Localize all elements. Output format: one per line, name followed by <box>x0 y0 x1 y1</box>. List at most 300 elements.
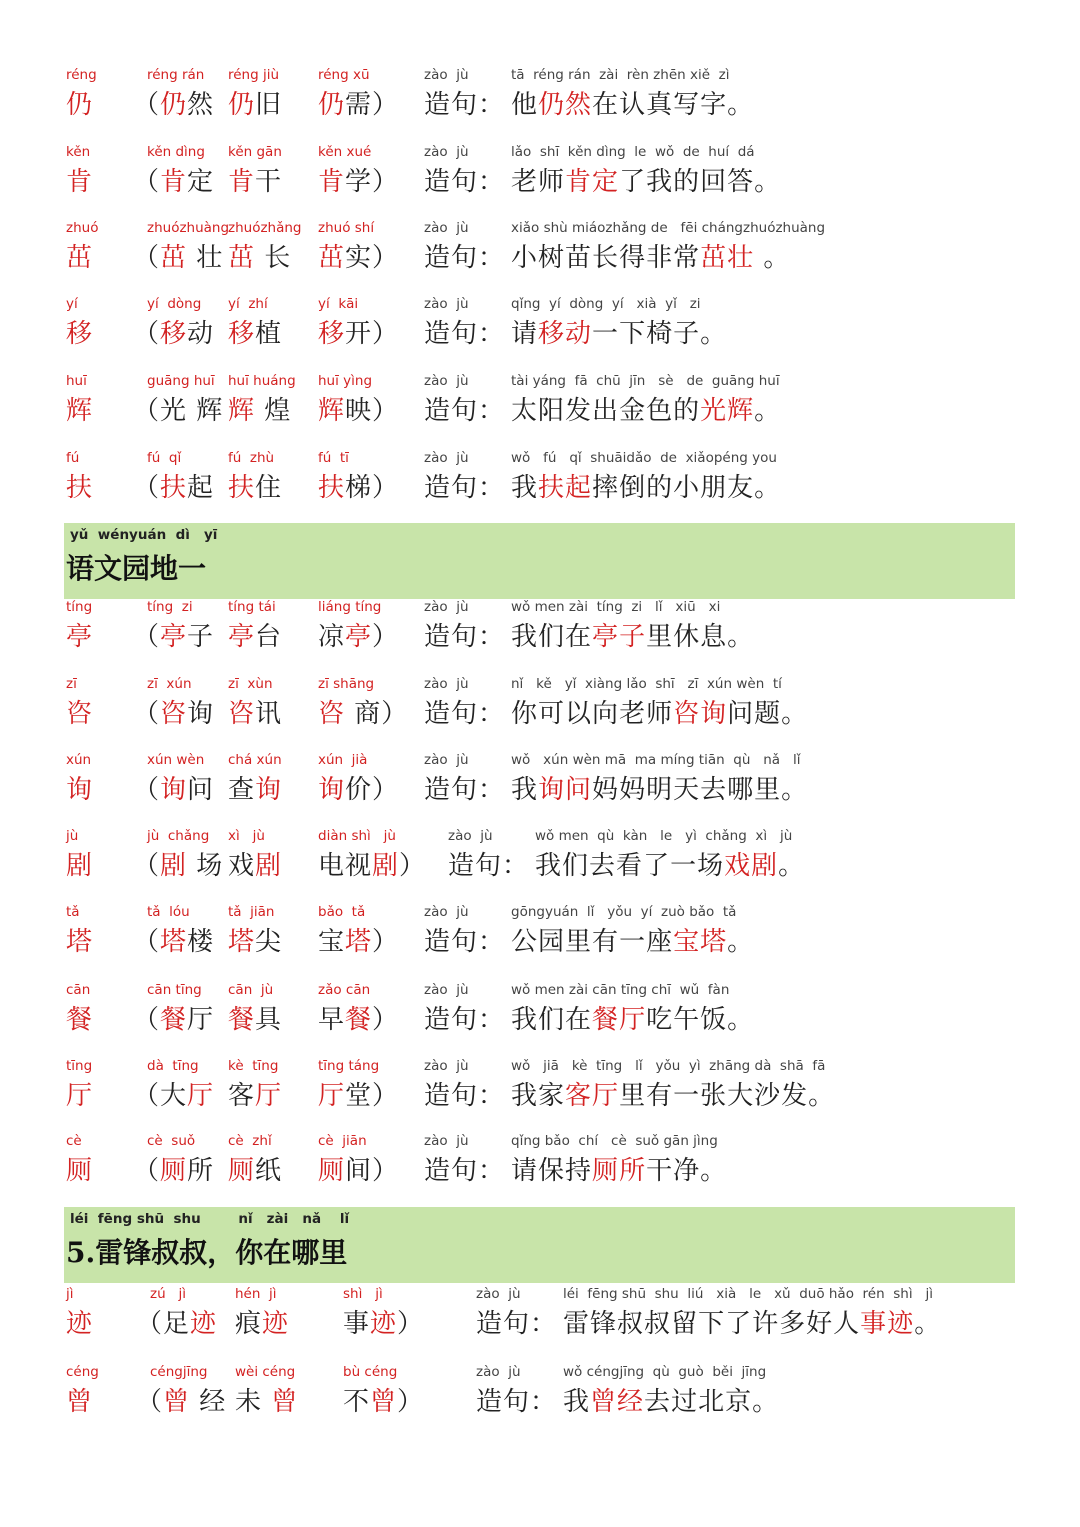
pinyin-text: zī xún <box>147 676 192 692</box>
pinyin-text: shì jì <box>343 1286 383 1302</box>
pinyin-text: zhuó <box>66 220 99 236</box>
section-pinyin: léi fēng shū shu nǐ zài nǎ lǐ <box>70 1211 350 1227</box>
pinyin-text: cè suǒ <box>147 1133 196 1149</box>
word-1 <box>133 218 229 278</box>
pinyin-text: tíng tái <box>228 599 276 615</box>
example-sentence <box>511 902 754 962</box>
hanzi-text: 未 曾 <box>235 1387 299 1417</box>
zaoju-label <box>476 1362 557 1422</box>
target-char <box>66 597 93 657</box>
hanzi-text: （咨询 <box>133 699 215 729</box>
hanzi-text: （扶起 <box>133 473 215 503</box>
pinyin-text: réng jiù <box>228 67 280 83</box>
word-3 <box>318 902 399 962</box>
zaoju-label <box>424 902 505 962</box>
section-title: 语文园地一 <box>66 552 207 585</box>
zaoju-label <box>424 448 505 508</box>
example-sentence <box>511 750 808 810</box>
word-3 <box>318 1131 399 1191</box>
word-2 <box>228 980 282 1040</box>
pinyin-text: kè tīng <box>228 1058 279 1074</box>
zaoju-label <box>424 674 505 734</box>
word-3 <box>318 597 399 657</box>
word-1 <box>133 902 214 962</box>
word-2 <box>228 826 282 886</box>
vocab-row <box>0 750 1080 810</box>
example-sentence <box>511 980 754 1040</box>
example-sentence <box>563 1284 941 1344</box>
hanzi-text: 扶住 <box>228 473 283 503</box>
pinyin-text: zào jù <box>424 220 469 236</box>
target-char <box>66 980 93 1040</box>
target-char <box>66 902 93 962</box>
pinyin-text: qǐng bǎo chí cè suǒ gān jìng <box>511 1133 718 1149</box>
word-2 <box>228 674 282 734</box>
pinyin-text: wǒ men zài cān tīng chī wǔ fàn <box>511 982 730 998</box>
pinyin-text: yí zhí <box>228 296 268 312</box>
pinyin-text: wǒ jiā kè tīng lǐ yǒu yì zhāng dà shā fā <box>511 1058 826 1074</box>
hanzi-text: 询 <box>66 775 94 805</box>
hanzi-text: 咨 <box>66 699 94 729</box>
pinyin-text: tā réng rán zài rèn zhēn xiě zì <box>511 67 730 83</box>
hanzi-text: 剧 <box>66 851 94 881</box>
hanzi-text: 造句： <box>424 775 506 805</box>
pinyin-text: fú <box>66 450 80 466</box>
example-sentence <box>511 448 781 508</box>
zaoju-label <box>424 1056 505 1116</box>
target-char <box>66 1284 93 1344</box>
pinyin-text: tīng <box>66 1058 93 1074</box>
hanzi-text: 他仍然在认真写字。 <box>511 90 755 120</box>
hanzi-text: （餐厅 <box>133 1005 215 1035</box>
hanzi-text: 事迹） <box>343 1309 425 1339</box>
hanzi-text: 辉映） <box>318 396 400 426</box>
pinyin-text: cān jù <box>228 982 274 998</box>
hanzi-text: 仍旧 <box>228 90 283 120</box>
pinyin-text: zào jù <box>424 676 469 692</box>
pinyin-text: zào jù <box>424 67 469 83</box>
hanzi-text: 肯学） <box>318 167 400 197</box>
hanzi-text: 仍需） <box>318 90 400 120</box>
vocab-row <box>0 371 1080 431</box>
word-2 <box>228 902 282 962</box>
example-sentence <box>511 142 781 202</box>
pinyin-text: chá xún <box>228 752 282 768</box>
vocab-row <box>0 448 1080 508</box>
hanzi-text: 咨讯 <box>228 699 283 729</box>
pinyin-text: jì <box>66 1286 74 1302</box>
hanzi-text: 移 <box>66 319 94 349</box>
word-1 <box>133 674 214 734</box>
pinyin-text: réng xū <box>318 67 370 83</box>
vocab-row <box>0 597 1080 657</box>
pinyin-text: kěn dìng <box>147 144 205 160</box>
vocab-row <box>0 674 1080 734</box>
pinyin-text: léi fēng shū shu liú xià le xǔ duō hǎo rén shì jì <box>563 1286 933 1302</box>
hanzi-text: 造句： <box>424 243 506 273</box>
word-1 <box>133 371 223 431</box>
word-1 <box>136 1284 217 1344</box>
hanzi-text: 公园里有一座宝塔。 <box>511 927 755 957</box>
pinyin-text: xún <box>66 752 92 768</box>
example-sentence <box>511 1056 835 1116</box>
hanzi-text: 造句： <box>424 927 506 957</box>
hanzi-text: 我扶起摔倒的小朋友。 <box>511 473 782 503</box>
hanzi-text: 亭 <box>66 622 94 652</box>
word-2 <box>228 448 282 508</box>
word-1 <box>133 750 214 810</box>
pinyin-text: xì jù <box>228 828 265 844</box>
pinyin-text: tài yáng fā chū jīn sè de guāng huī <box>511 373 780 389</box>
word-2 <box>228 371 296 431</box>
vocab-row <box>0 294 1080 354</box>
hanzi-text: 造句： <box>424 699 506 729</box>
hanzi-text: 辉 煌 <box>228 396 292 426</box>
hanzi-text: 我们在餐厅吃午饭。 <box>511 1005 755 1035</box>
hanzi-text: 造句： <box>476 1387 558 1417</box>
pinyin-text: cè <box>66 1133 82 1149</box>
hanzi-text: 造句： <box>424 396 506 426</box>
zaoju-label <box>424 65 505 125</box>
hanzi-text: 我询问妈妈明天去哪里。 <box>511 775 809 805</box>
pinyin-text: yí <box>66 296 78 312</box>
hanzi-text: 早餐） <box>318 1005 400 1035</box>
hanzi-text: （剧 场 <box>133 851 224 881</box>
pinyin-text: bǎo tǎ <box>318 904 366 920</box>
hanzi-text: 询价） <box>318 775 400 805</box>
hanzi-text: 我家客厅里有一张大沙发。 <box>511 1081 836 1111</box>
pinyin-text: dà tīng <box>147 1058 199 1074</box>
zaoju-label <box>424 980 505 1040</box>
word-1 <box>136 1362 226 1422</box>
word-1 <box>133 448 214 508</box>
pinyin-text: fú qǐ <box>147 450 182 466</box>
vocab-row <box>0 1284 1080 1344</box>
pinyin-text: zào jù <box>424 450 469 466</box>
hanzi-text: 曾 <box>66 1387 94 1417</box>
pinyin-text: xún wèn <box>147 752 205 768</box>
pinyin-text: céng <box>66 1364 99 1380</box>
hanzi-text: 仍 <box>66 90 94 120</box>
pinyin-text: jù <box>66 828 79 844</box>
pinyin-text: liáng tíng <box>318 599 382 615</box>
word-1 <box>133 142 214 202</box>
hanzi-text: 造句： <box>424 622 506 652</box>
word-1 <box>133 65 214 125</box>
hanzi-text: 塔尖 <box>228 927 283 957</box>
vocab-row <box>0 65 1080 125</box>
hanzi-text: （光 辉 <box>133 396 224 426</box>
word-2 <box>228 218 302 278</box>
pinyin-text: yí dòng <box>147 296 202 312</box>
vocab-row <box>0 980 1080 1040</box>
word-3 <box>318 1056 399 1116</box>
word-3 <box>343 1362 424 1422</box>
pinyin-text: kěn <box>66 144 91 160</box>
target-char <box>66 1362 99 1422</box>
hanzi-text: （亭子 <box>133 622 215 652</box>
vocab-row <box>0 142 1080 202</box>
hanzi-text: 茁 <box>66 243 94 273</box>
zaoju-label <box>424 218 505 278</box>
hanzi-text: 凉亭） <box>318 622 400 652</box>
hanzi-text: （仍然 <box>133 90 215 120</box>
pinyin-text: kěn gān <box>228 144 282 160</box>
pinyin-text: cè jiān <box>318 1133 367 1149</box>
pinyin-text: diàn shì jù <box>318 828 396 844</box>
hanzi-text: 我曾经去过北京。 <box>563 1387 780 1417</box>
word-1 <box>133 980 214 1040</box>
pinyin-text: zǎo cān <box>318 982 371 998</box>
word-3 <box>318 674 408 734</box>
zaoju-label <box>424 750 505 810</box>
pinyin-text: gōngyuán lǐ yǒu yí zuò bǎo tǎ <box>511 904 737 920</box>
target-char <box>66 218 98 278</box>
pinyin-text: wǒ xún wèn mā ma míng tiān qù nǎ lǐ <box>511 752 801 768</box>
pinyin-text: zào jù <box>424 599 469 615</box>
pinyin-text: fú zhù <box>228 450 275 466</box>
pinyin-text: tǎ lóu <box>147 904 190 920</box>
pinyin-text: lǎo shī kěn dìng le wǒ de huí dá <box>511 144 755 160</box>
vocab-row <box>0 1056 1080 1116</box>
hanzi-text: 餐 <box>66 1005 94 1035</box>
hanzi-text: 厅 <box>66 1081 94 1111</box>
hanzi-text: （肯定 <box>133 167 215 197</box>
word-3 <box>318 142 399 202</box>
pinyin-text: tǎ jiān <box>228 904 275 920</box>
target-char <box>66 142 93 202</box>
zaoju-label <box>424 294 505 354</box>
hanzi-text: 肯干 <box>228 167 283 197</box>
hanzi-text: （塔楼 <box>133 927 215 957</box>
target-char <box>66 371 93 431</box>
hanzi-text: 厕 <box>66 1156 94 1186</box>
word-2 <box>228 597 282 657</box>
example-sentence <box>511 371 781 431</box>
pinyin-text: xiǎo shù miáozhǎng de fēi chángzhuózhuàng <box>511 220 826 236</box>
example-sentence <box>563 1362 779 1422</box>
hanzi-text: 老师肯定了我的回答。 <box>511 167 782 197</box>
pinyin-text: cè zhǐ <box>228 1133 272 1149</box>
word-3 <box>318 371 399 431</box>
vocab-row <box>0 1131 1080 1191</box>
hanzi-text: 造句： <box>476 1309 558 1339</box>
hanzi-text: 雷锋叔叔留下了许多好人事迹。 <box>563 1309 942 1339</box>
pinyin-text: cān <box>66 982 91 998</box>
hanzi-text: 移开） <box>318 319 400 349</box>
hanzi-text: （茁 壮 <box>133 243 224 273</box>
word-1 <box>133 597 214 657</box>
hanzi-text: 厅堂） <box>318 1081 400 1111</box>
example-sentence <box>511 218 825 278</box>
hanzi-text: 造句： <box>424 1081 506 1111</box>
pinyin-text: zào jù <box>424 296 469 312</box>
hanzi-text: 客厅 <box>228 1081 283 1111</box>
word-2 <box>228 1056 282 1116</box>
target-char <box>66 750 93 810</box>
hanzi-text: 戏剧 <box>228 851 283 881</box>
pinyin-text: zhuó shí <box>318 220 375 236</box>
pinyin-text: qǐng yí dòng yí xià yǐ zi <box>511 296 701 312</box>
pinyin-text: zào jù <box>424 1133 469 1149</box>
pinyin-text: céngjīng <box>150 1364 208 1380</box>
target-char <box>66 826 93 886</box>
hanzi-text: 造句： <box>424 90 506 120</box>
word-2 <box>228 65 282 125</box>
pinyin-text: tíng zi <box>147 599 193 615</box>
pinyin-text: zào jù <box>424 144 469 160</box>
hanzi-text: 茁实） <box>318 243 400 273</box>
pinyin-text: nǐ kě yǐ xiàng lǎo shī zī xún wèn tí <box>511 676 782 692</box>
pinyin-text: wǒ fú qǐ shuāidǎo de xiǎopéng you <box>511 450 777 466</box>
hanzi-text: 餐具 <box>228 1005 283 1035</box>
example-sentence <box>511 597 754 657</box>
pinyin-text: zú jì <box>150 1286 187 1302</box>
zaoju-label <box>448 826 529 886</box>
pinyin-text: tǎ <box>66 904 80 920</box>
pinyin-text: guāng huī <box>147 373 215 389</box>
pinyin-text: wǒ céngjīng qù guò běi jīng <box>563 1364 767 1380</box>
pinyin-text: zào jù <box>424 982 469 998</box>
target-char <box>66 1131 93 1191</box>
vocab-row <box>0 1362 1080 1422</box>
word-2 <box>235 1284 289 1344</box>
pinyin-text: zào jù <box>424 373 469 389</box>
pinyin-text: réng <box>66 67 97 83</box>
pinyin-text: wǒ men qù kàn le yì chǎng xì jù <box>535 828 793 844</box>
zaoju-label <box>424 597 505 657</box>
hanzi-text: 辉 <box>66 396 94 426</box>
pinyin-text: zhuózhǎng <box>228 220 302 236</box>
word-3 <box>318 980 399 1040</box>
pinyin-text: wǒ men zài tíng zi lǐ xiū xi <box>511 599 721 615</box>
pinyin-text: zào jù <box>476 1286 521 1302</box>
hanzi-text: 造句： <box>424 1156 506 1186</box>
pinyin-text: zhuózhuàng <box>147 220 230 236</box>
pinyin-text: yí kāi <box>318 296 359 312</box>
hanzi-text: 你可以向老师咨询问题。 <box>511 699 809 729</box>
pinyin-text: jù chǎng <box>147 828 210 844</box>
word-3 <box>318 218 399 278</box>
section-header <box>64 523 1015 599</box>
hanzi-text: 移植 <box>228 319 283 349</box>
pinyin-text: zào jù <box>424 904 469 920</box>
pinyin-text: réng rán <box>147 67 205 83</box>
hanzi-text: 造句： <box>424 319 506 349</box>
hanzi-text: 茁 长 <box>228 243 292 273</box>
hanzi-text: 宝塔） <box>318 927 400 957</box>
hanzi-text: 塔 <box>66 927 94 957</box>
pinyin-text: hén jì <box>235 1286 277 1302</box>
example-sentence <box>511 294 727 354</box>
section-pinyin: yǔ wényuán dì yī <box>70 527 218 543</box>
example-sentence <box>511 65 754 125</box>
hanzi-text: （移动 <box>133 319 215 349</box>
word-1 <box>133 826 223 886</box>
hanzi-text: 电视剧） <box>318 851 427 881</box>
hanzi-text: （厕所 <box>133 1156 215 1186</box>
example-sentence <box>535 826 805 886</box>
word-3 <box>318 826 426 886</box>
hanzi-text: 造句： <box>424 167 506 197</box>
hanzi-text: 肯 <box>66 167 94 197</box>
target-char <box>66 294 93 354</box>
hanzi-text: 扶 <box>66 473 94 503</box>
zaoju-label <box>424 1131 505 1191</box>
word-3 <box>343 1284 424 1344</box>
hanzi-text: 太阳发出金色的光辉。 <box>511 396 782 426</box>
zaoju-label <box>424 142 505 202</box>
hanzi-text: 痕迹 <box>235 1309 290 1339</box>
hanzi-text: （足迹 <box>136 1309 218 1339</box>
hanzi-text: 请移动一下椅子。 <box>511 319 728 349</box>
hanzi-text: 扶梯） <box>318 473 400 503</box>
target-char <box>66 448 93 508</box>
word-3 <box>318 448 399 508</box>
pinyin-text: xún jià <box>318 752 368 768</box>
hanzi-text: 厕间） <box>318 1156 400 1186</box>
vocab-row <box>0 826 1080 886</box>
example-sentence <box>511 1131 727 1191</box>
target-char <box>66 1056 93 1116</box>
zaoju-label <box>424 371 505 431</box>
pinyin-text: fú tī <box>318 450 349 466</box>
hanzi-text: 咨 商） <box>318 699 409 729</box>
word-3 <box>318 750 399 810</box>
hanzi-text: 小树苗长得非常茁壮 。 <box>511 243 791 273</box>
word-2 <box>228 142 282 202</box>
pinyin-text: huī huáng <box>228 373 296 389</box>
word-3 <box>318 65 399 125</box>
hanzi-text: 不曾） <box>343 1387 425 1417</box>
hanzi-text: 厕纸 <box>228 1156 283 1186</box>
zaoju-label <box>476 1284 557 1344</box>
word-3 <box>318 294 399 354</box>
pinyin-text: bù céng <box>343 1364 398 1380</box>
word-1 <box>133 294 214 354</box>
pinyin-text: zào jù <box>476 1364 521 1380</box>
hanzi-text: 造句： <box>424 1005 506 1035</box>
hanzi-text: 我们去看了一场戏剧。 <box>535 851 806 881</box>
word-1 <box>133 1131 214 1191</box>
vocab-row <box>0 218 1080 278</box>
hanzi-text: 迹 <box>66 1309 94 1339</box>
word-2 <box>228 294 282 354</box>
pinyin-text: huī yìng <box>318 373 373 389</box>
example-sentence <box>511 674 808 734</box>
section-header <box>64 1207 1015 1283</box>
word-2 <box>228 1131 282 1191</box>
pinyin-text: tīng táng <box>318 1058 380 1074</box>
pinyin-text: kěn xué <box>318 144 372 160</box>
hanzi-text: 请保持厕所干净。 <box>511 1156 728 1186</box>
word-2 <box>235 1362 298 1422</box>
pinyin-text: zī <box>66 676 77 692</box>
pinyin-text: wèi céng <box>235 1364 296 1380</box>
target-char <box>66 65 97 125</box>
target-char <box>66 674 93 734</box>
vocab-row <box>0 902 1080 962</box>
hanzi-text: 造句： <box>424 473 506 503</box>
hanzi-text: （大厅 <box>133 1081 215 1111</box>
pinyin-text: cān tīng <box>147 982 202 998</box>
hanzi-text: （询问 <box>133 775 215 805</box>
word-2 <box>228 750 282 810</box>
hanzi-text: 我们在亭子里休息。 <box>511 622 755 652</box>
pinyin-text: zī shāng <box>318 676 375 692</box>
word-1 <box>133 1056 214 1116</box>
pinyin-text: zī xùn <box>228 676 273 692</box>
